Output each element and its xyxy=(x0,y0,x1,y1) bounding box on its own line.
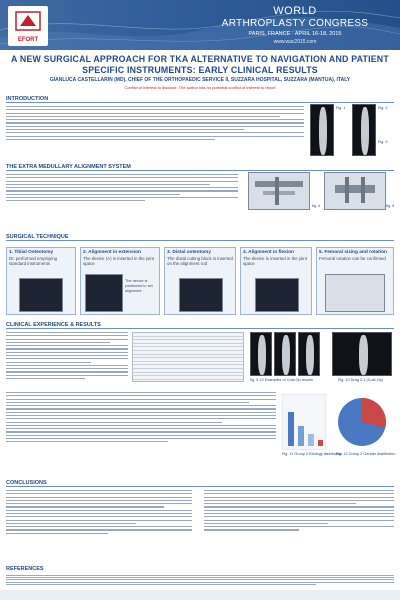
step-3-desc: The distal cutting block is inserted on the alignment rod xyxy=(167,256,233,266)
step-card-5 xyxy=(316,247,394,315)
fig2-label: Fig. 2 xyxy=(378,106,388,110)
section-system: THE EXTRA MEDULLARY ALIGNMENT SYSTEM xyxy=(6,164,394,171)
congress-title xyxy=(200,5,390,45)
results-xray-4 xyxy=(332,332,392,376)
results-xray-caption: fig. 9-10 Examples of Cust.Op results xyxy=(250,378,313,382)
results-table-caption: Fig. 10 Drag 2-1 (Cust.Op) xyxy=(338,378,383,382)
conflict-of-interest: Conflict of interest to disclose: The author has no potential conflict of interest to report xyxy=(124,85,276,90)
intro-xray-2 xyxy=(352,104,376,156)
fig4-label: fig. 4 xyxy=(312,204,321,208)
logo-icon xyxy=(14,10,42,32)
references-text xyxy=(6,575,394,586)
conclusions-text-right xyxy=(204,490,394,533)
section-technique: SURGICAL TECHNIQUE xyxy=(6,234,394,241)
fig1-label: Fig. 1 xyxy=(336,106,346,110)
section-introduction: INTRODUCTION xyxy=(6,96,394,103)
chart2-caption: Fig. 12 Group 2 Gender distribution xyxy=(336,452,396,456)
step-1-desc: Dr. performed employing standard instruments xyxy=(9,256,58,266)
step-4-title: 4. Alignment in flexion xyxy=(243,250,294,255)
step-2-note: The device is positioned to set alignment xyxy=(125,279,153,293)
step-card-2 xyxy=(80,247,160,315)
step-4-photo xyxy=(255,278,299,312)
etiology-chart xyxy=(282,394,326,450)
gender-pie-chart xyxy=(334,394,390,450)
results-xray-3 xyxy=(298,332,320,376)
results-xray-2 xyxy=(274,332,296,376)
step-2-desc: The device (A) is inserted in the joint space xyxy=(83,256,155,266)
congress-dates: PARIS, FRANCE · APRIL 16-18, 2015 xyxy=(248,31,342,37)
intro-xray-1 xyxy=(310,104,334,156)
introduction-text xyxy=(6,106,304,142)
instrument-drawing-1 xyxy=(249,173,309,209)
poster-title: A NEW SURGICAL APPROACH FOR TKA ALTERNATIVE TO NAVIGATION AND PATIENT SPECIFIC INSTRUMENTS: EARLY CLINICAL RESULTS xyxy=(11,54,389,75)
step-5-title: 5. Femoral sizing and rotation xyxy=(319,250,387,255)
section-references: REFERENCES xyxy=(6,566,44,572)
step-3-photo xyxy=(179,278,223,312)
poster-authors: GIANLUCA CASTELLARIN (MD), CHIEF OF THE ORTHOPAEDIC SERVICE II, SUZZARA HOSPITAL, SUZZARA (MANTUA), ITALY xyxy=(49,77,351,83)
results-table xyxy=(132,332,244,382)
section-clinical: CLINICAL EXPERIENCE & RESULTS xyxy=(6,322,394,329)
step-4-desc: The device is inserted in the joint space xyxy=(243,256,307,266)
poster-title-block xyxy=(10,54,390,90)
clinical-text-group1 xyxy=(6,332,128,381)
step-1-photo xyxy=(19,278,63,312)
fig5-label: fig. 5 xyxy=(386,204,395,208)
step-card-4 xyxy=(240,247,312,315)
congress-line-1: WORLD xyxy=(273,5,317,17)
congress-url: www.wac2015.com xyxy=(273,39,317,45)
instrument-photo-1 xyxy=(248,172,310,210)
chart1-caption: Fig. 11 Group 2 Etiology distribution xyxy=(282,452,343,456)
step-card-1 xyxy=(6,247,76,315)
results-xray-1 xyxy=(250,332,272,376)
conclusions-text-left xyxy=(6,490,192,536)
system-text xyxy=(6,174,238,204)
step-3-title: 3. Distal osteotomy xyxy=(167,250,211,255)
step-2-title: 2. Alignment in extension xyxy=(83,250,141,255)
footer-bar xyxy=(0,590,400,600)
step-2-photo xyxy=(85,274,123,312)
logo-text: EFORT xyxy=(17,37,39,43)
instrument-photo-2 xyxy=(324,172,386,210)
section-conclusions: CONCLUSIONS xyxy=(6,480,394,487)
step-5-desc: Femoral rotation can be confirmed xyxy=(319,256,386,261)
step-1-title: 1. Tibial Osteotomy xyxy=(9,250,54,255)
step-card-3 xyxy=(164,247,236,315)
step-5-photo xyxy=(325,274,385,312)
clinical-text-group2 xyxy=(6,392,276,445)
congress-line-2: ARTHROPLASTY CONGRESS xyxy=(221,18,369,29)
header-banner xyxy=(0,0,400,50)
efort-logo xyxy=(8,6,48,46)
instrument-drawing-2 xyxy=(325,173,385,209)
fig3-label: Fig. 3 xyxy=(378,140,388,144)
